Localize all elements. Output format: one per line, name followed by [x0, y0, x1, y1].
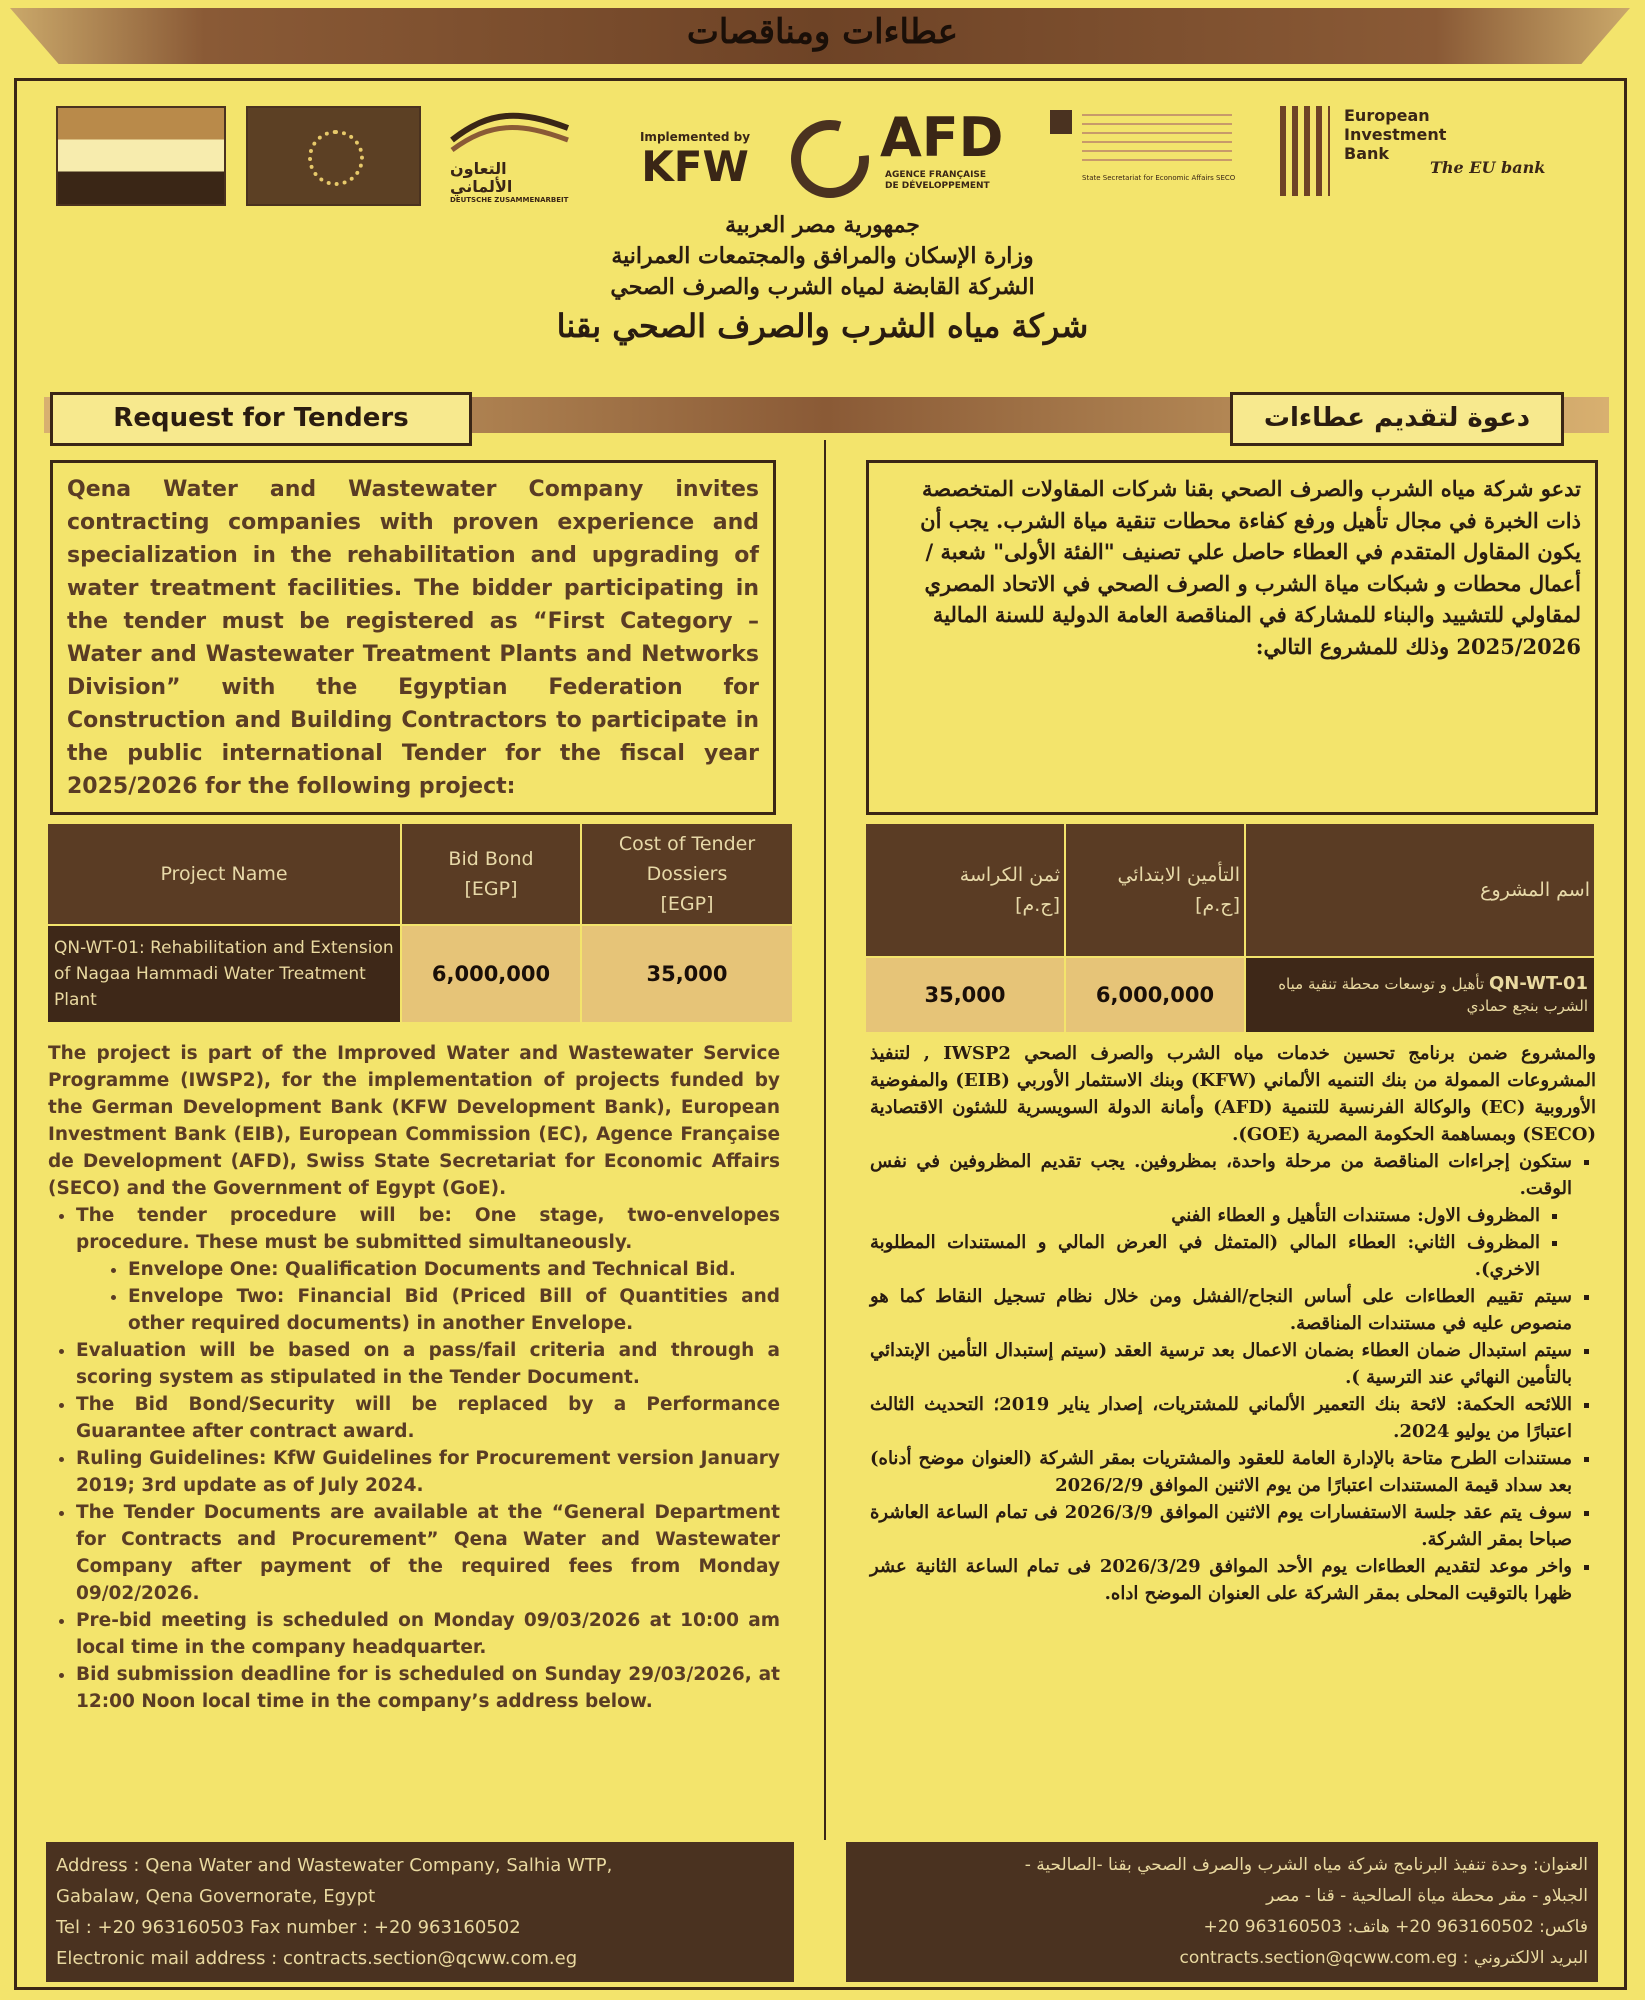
- afd-sub2: DE DÉVELOPPEMENT: [885, 181, 990, 191]
- issuer-block: [0, 210, 1645, 349]
- list-item: [76, 1202, 780, 1337]
- english-intro: Qena Water and Wastewater Company invites contracting companies with proven experience and specialization in the rehabilitation and upgrading of water treatment facilities. The bidder participating in the tender must be registered as “First Category – Water and Wastewater Treatment Plants and Networks Division” with the Egyptian Federation for Construction and Building Contractors to participate in the public international Tender for the fiscal year 2025/2026 for the following project:: [50, 460, 776, 815]
- eib-tagline: The EU bank: [1430, 158, 1546, 177]
- arabic-intro: تدعو شركة مياه الشرب والصرف الصحي بقنا شركات المقاولات المتخصصة ذات الخبرة في مجال تأهيل ورفع كفاءة محطات تنقية مياة الشرب. يجب أن يكون المقاول المتقدم في العطاء حاصل علي تصنيف "الفئة الأولى" شعبة / أعمال محطات و شبكات مياة الشرب و الصرف الصحي في الاتحاد المصري لمقاولي للتشييد والبناء للمشاركة في المناقصة العامة الدولية للسنة المالية 2025/2026 وذلك للمشروع التالي:: [866, 460, 1598, 815]
- eib-line1: European: [1344, 106, 1430, 125]
- ministry-line: وزارة الإسكان والمرافق والمجتمعات العمرانية: [611, 243, 1034, 269]
- col-dossier-cost: [865, 823, 1065, 957]
- list-item: ▪ المظروف الاول: مستندات التأهيل و العطاء الفني: [870, 1202, 1540, 1229]
- col-bid-bond-label: Bid Bond: [448, 848, 534, 870]
- holding-line: الشركة القابضة لمياه الشرب والصرف الصحي: [610, 274, 1035, 300]
- english-details: [48, 1040, 780, 1715]
- page-title: عطاءات ومناقصات: [686, 12, 959, 52]
- afd-text: AFD: [880, 106, 1004, 169]
- table-header-row: [47, 823, 793, 925]
- project-name-cell: [1245, 957, 1595, 1033]
- email-line: البريد الالكتروني : contracts.section@qcww.com.eg: [1179, 1948, 1588, 1968]
- col-project-name: اسم المشروع: [1245, 823, 1595, 957]
- eib-bars-icon: [1280, 106, 1330, 196]
- arabic-heading: دعوة لتقديم عطاءات: [1230, 392, 1564, 446]
- list-item: • The Bid Bond/Security will be replaced by a Performance Guarantee after contract award.: [76, 1391, 780, 1445]
- col-bid-bond-unit: [ج.م]: [1195, 894, 1240, 916]
- bid-bond-cell: 6,000,000: [1065, 957, 1245, 1033]
- country-line: جمهورية مصر العربية: [725, 212, 920, 238]
- col-bid-bond-unit: [EGP]: [464, 878, 518, 900]
- giz-sub-text: DEUTSCHE ZUSAMMENARBEIT: [450, 196, 569, 204]
- bullet-text: ستكون إجراءات المناقصة من مرحلة واحدة، بمظروفين. يجب تقديم المظروفين في نفس الوقت.: [870, 1151, 1572, 1199]
- column-divider: [824, 440, 826, 1840]
- address-line: Address : Qena Water and Wastewater Company, Salhia WTP,: [56, 1855, 613, 1876]
- afd-logo: [785, 108, 1045, 208]
- envelope-list: [76, 1256, 780, 1337]
- bid-bond-cell: 6,000,000: [401, 925, 581, 1023]
- afd-ring-icon: [785, 114, 875, 204]
- arabic-bullets: [870, 1148, 1596, 1607]
- table-row: [47, 925, 793, 1023]
- project-name-text: تأهيل و توسعات محطة تنقية مياه الشرب بنجع حمادي: [1278, 975, 1588, 1015]
- col-dossier-cost-label: ثمن الكراسة: [959, 864, 1060, 886]
- phone-line: Tel : +20 963160503 Fax number : +20 963160502: [56, 1917, 521, 1938]
- col-dossier-cost-unit: [ج.م]: [1015, 894, 1060, 916]
- company-name: شركة مياه الشرب والصرف الصحي بقنا: [556, 307, 1089, 345]
- eib-logo: [1280, 106, 1580, 206]
- address-line: الجبلاو - مقر محطة مياة الصالحية - قنا - مصر: [1266, 1886, 1588, 1906]
- arabic-project-table: [864, 822, 1596, 1034]
- list-item: ▪ المظروف الثاني: العطاء المالي (المتمثل في العرض المالي و المستندات المطلوبة الاخري).: [870, 1229, 1540, 1283]
- egypt-flag-icon: [56, 106, 226, 206]
- col-bid-bond: [401, 823, 581, 925]
- col-project-name: Project Name: [47, 823, 401, 925]
- giz-wave-icon: [450, 110, 570, 156]
- col-bid-bond: [1065, 823, 1245, 957]
- list-item: • Envelope One: Qualification Documents and Technical Bid.: [128, 1256, 780, 1283]
- address-line: Gabalaw, Qena Governorate, Egypt: [56, 1886, 376, 1907]
- list-item: • Evaluation will be based on a pass/fail criteria and through a scoring system as stipulated in the Tender Document.: [76, 1337, 780, 1391]
- table-row: [865, 957, 1595, 1033]
- english-footer: [46, 1842, 794, 1982]
- col-dossier-cost-unit: [EGP]: [660, 893, 714, 915]
- list-item: • Ruling Guidelines: KfW Guidelines for Procurement version January 2019; 3rd update as of July 2024.: [76, 1445, 780, 1499]
- dossier-cost-cell: 35,000: [581, 925, 793, 1023]
- seco-text: State Secretariat for Economic Affairs SECO: [1082, 174, 1236, 182]
- col-dossier-cost: [581, 823, 793, 925]
- kfw-text: KFW: [641, 142, 749, 191]
- kfw-implemented-text: Implemented by: [639, 130, 751, 144]
- col-bid-bond-label: التأمين الابتدائي: [1117, 864, 1240, 886]
- eib-line3: Bank: [1344, 144, 1390, 163]
- project-name-cell: QN-WT-01: Rehabilitation and Extension of Nagaa Hammadi Water Treatment Plant: [47, 925, 401, 1023]
- english-project-table: [46, 822, 794, 1024]
- list-item: • The Tender Documents are available at the “General Department for Contracts and Procurement” Qena Water and Wastewater Company after payment of the required fees from Monday 09/02/2026.: [76, 1499, 780, 1607]
- list-item: • Bid submission deadline for is scheduled on Sunday 29/03/2026, at 12:00 Noon local time in the company’s address below.: [76, 1661, 780, 1715]
- giz-logo: [450, 110, 570, 204]
- list-item: • Envelope Two: Financial Bid (Priced Bill of Quantities and other required documents) in another Envelope.: [128, 1283, 780, 1337]
- list-item: ▪ سيتم استبدال ضمان العطاء بضمان الاعمال بعد ترسية العقد (سيتم إستبدال التأمين الإبتدائي بالتأمين النهائي عند الترسية ).: [870, 1337, 1572, 1391]
- kfw-logo: [620, 130, 770, 190]
- afd-sub1: AGENCE FRANÇAISE: [885, 170, 987, 180]
- list-item: [870, 1148, 1572, 1283]
- list-item: • Pre-bid meeting is scheduled on Monday 09/03/2026 at 10:00 am local time in the company headquarter.: [76, 1607, 780, 1661]
- project-code: QN-WT-01: [1488, 973, 1588, 994]
- english-heading: Request for Tenders: [50, 392, 472, 446]
- swiss-shield-icon: [1050, 110, 1072, 134]
- list-item: ▪ واخر موعد لتقديم العطاءات يوم الأحد الموافق 2026/3/29 فى تمام الساعة الثانية عشر ظهرا بالتوقيت المحلى بمقر الشركة على العنوان الموضح اداه.: [870, 1553, 1572, 1607]
- table-header-row: [865, 823, 1595, 957]
- col-dossier-cost-label: Cost of Tender Dossiers: [618, 833, 756, 885]
- sponsor-logos: [40, 100, 1600, 210]
- eu-flag-icon: [246, 106, 421, 206]
- arabic-programme: والمشروع ضمن برنامج تحسين خدمات مياه الشرب والصرف الصحي IWSP2 , لتنفيذ المشروعات الممولة من بنك التنميه الألماني (KFW) وبنك الاستثمار الأوربي (EIB) والمفوضية الأوروبية (EC) والوكالة الفرنسية للتنمية (AFD) وأمانة الدولة السويسرية للشئون الاقتصادية (SECO) وبمساهمة الحكومة المصرية (GOE).: [870, 1043, 1596, 1145]
- giz-arabic-text: التعاون الألماني: [450, 159, 513, 196]
- list-item: ▪ مستندات الطرح متاحة بالإدارة العامة للعقود والمشتريات بمقر الشركة (العنوان موضح أدناه) بعد سداد قيمة المستندات اعتبارًا من يوم الاثنين الموافق 2026/2/9: [870, 1445, 1572, 1499]
- bullet-text: The tender procedure will be: One stage, two-envelopes procedure. These must be submitted simultaneously.: [76, 1205, 780, 1253]
- seco-logo: [1050, 110, 1280, 200]
- phone-line: فاكس: 963160502 20+ هاتف: 963160503 20+: [1203, 1917, 1588, 1937]
- envelope-list: [870, 1202, 1572, 1283]
- arabic-details: [870, 1040, 1596, 1607]
- list-item: ▪ اللائحه الحكمة: لائحة بنك التعمير الألماني للمشتريات، إصدار يناير 2019؛ التحديث الثالث اعتبارًا من يوليو 2024.: [870, 1391, 1572, 1445]
- dossier-cost-cell: 35,000: [865, 957, 1065, 1033]
- address-line: العنوان: وحدة تنفيذ البرنامج شركة مياه الشرب والصرف الصحي بقنا -الصالحية -: [1024, 1855, 1588, 1875]
- eib-line2: Investment: [1344, 125, 1447, 144]
- english-bullets: [48, 1202, 780, 1715]
- list-item: ▪ سيتم تقييم العطاءات على أساس النجاح/الفشل ومن خلال نظام تسجيل النقاط كما هو منصوص عليه في مستندات المناقصة.: [870, 1283, 1572, 1337]
- english-programme: The project is part of the Improved Water and Wastewater Service Programme (IWSP2), for the implementation of projects funded by the German Development Bank (KFW Development Bank), European Investment Bank (EIB), European Commission (EC), Agence Française de Development (AFD), Swiss State Secretariat for Economic Affairs (SECO) and the Government of Egypt (GoE).: [48, 1043, 780, 1199]
- email-line: Electronic mail address : contracts.section@qcww.com.eg: [56, 1948, 578, 1969]
- list-item: ▪ سوف يتم عقد جلسة الاستفسارات يوم الاثنين الموافق 2026/3/9 فى تمام الساعة العاشرة صباحا بمقر الشركة.: [870, 1499, 1572, 1553]
- eu-stars-icon: [308, 130, 364, 186]
- arabic-footer: [846, 1842, 1598, 1982]
- seco-text-lines: [1082, 114, 1232, 164]
